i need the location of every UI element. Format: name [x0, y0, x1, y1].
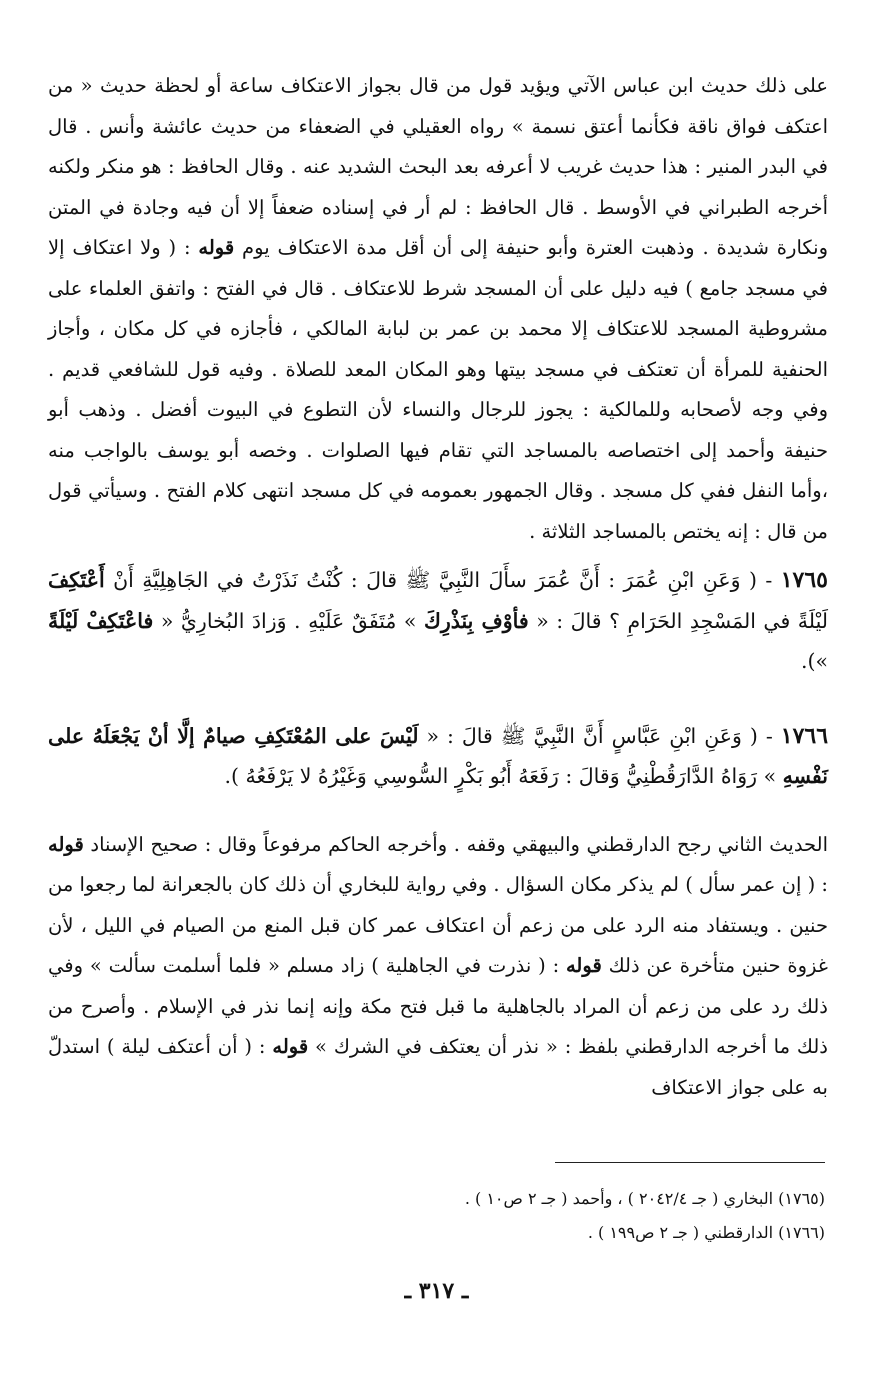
hadith-number: ١٧٦٥ [780, 567, 828, 593]
hadith-bold-text: لَيْسَ على المُعْتَكِفِ صيامٌ إلَّا أنْ يَجْعَلَهُ على نَفْسِهِ [48, 723, 828, 788]
footnotes [45, 1182, 825, 1250]
commentary-text: : ( إن عمر سأل ) لم يذكر مكان السؤال . وفي رواية للبخاري أن ذلك كان بالجعرانة لما رجعوا من حنين . ويستفاد منه الرد على من زعم أن اعتكاف عمر كان قبل المنع من الصيام في الليل ، لأن غزوة حنين متأخرة عن ذلك [48, 873, 828, 977]
hadith-text: - ( وَعَنِ ابْنِ عَبَّاسٍ أَنَّ النَّبِيَّ ﷺ قالَ : « [418, 723, 781, 748]
footnote-1765: (١٧٦٥) البخاري ( جـ ٢٠٤٢/٤ ) ، وأحمد ( جـ ٢ ص١٠ ) . [464, 1189, 825, 1208]
hadith-bold-text: فأوْفِ بِنَذْرِكَ [423, 608, 529, 633]
hadith-1766 [48, 716, 828, 797]
hadith-bold-text: فاعْتَكِفْ لَيْلَةً [48, 608, 154, 633]
hadith-text: - ( وَعَنِ ابْنِ عُمَرَ : أَنَّ عُمَرَ سأَلَ النَّبِيَّ ﷺ قالَ : كُنْتُ نَذَرْتُ في الجَاهِلِيَّةِ أَنْ [104, 568, 781, 592]
page-number: ـ ٣١٧ ـ [404, 1278, 469, 1304]
hadith-text: » رَوَاهُ الدَّارَقُطْنِيُّ وَقالَ : رَفَعَهُ أَبُو بَكْرٍ السُّوسِي وَغَيْرُهُ لا يَرْفَعُهُ ). [224, 764, 783, 788]
commentary-text: الحديث الثاني رجح الدارقطني والبيهقي وقفه . وأخرجه الحاكم مرفوعاً وقال : صحيح الإسناد [83, 832, 828, 856]
commentary-paragraph-2 [48, 825, 828, 1109]
commentary-text: : ( أن أعتكف ليلة ) استدلّ به على جواز الاعتكاف [48, 1035, 828, 1099]
hadith-bold-text: أَعْتَكِفَ [48, 568, 105, 592]
hadith-text: »). [800, 649, 828, 673]
hadith-text: لَيْلَةً في المَسْجِدِ الحَرَامِ ؟ قالَ : « [528, 608, 828, 633]
commentary-text: : ( نذرت في الجاهلية ) زاد مسلم « فلما أسلمت سألت » وفي ذلك رد على من زعم أن المراد بالجاهلية ما قبل فتح مكة وإنه إنما نذر في الإسلام . وأصرح من ذلك ما أخرجه الدارقطني بلفظ : « نذر أن يعتكف في الشرك » [48, 954, 828, 1058]
qawluh-keyword: قوله [272, 1035, 309, 1058]
hadith-text: » مُتَفَقٌ عَلَيْهِ . وَزادَ البُخارِيُّ « [153, 608, 424, 633]
hadith-1765 [48, 560, 828, 682]
footnote-1766: (١٧٦٦) الدارقطني ( جـ ٢ ص١٩٩ ) . [587, 1223, 825, 1242]
hadith-number: ١٧٦٦ [780, 722, 829, 749]
commentary-text: على ذلك حديث ابن عباس الآتي ويؤيد قول من قال بجواز الاعتكاف ساعة أو لحظة حديث « من اعتكف فواق ناقة فكأنما أعتق نسمة » رواه العقيلي في الضعفاء من حديث عائشة وأنس . قال في البدر المنير : هذا حديث غريب لا أعرفه بعد البحث الشديد عنه . وقال الحافظ : هو منكر ولكنه أخرجه الطبراني في الأوسط . قال الحافظ : لم أر في إسناده ضعفاً إلا أن فيه وجادة في المتن ونكارة شديدة . وذهبت العترة وأبو حنيفة إلى أن أقل مدة الاعتكاف يوم [48, 74, 828, 259]
qawluh-keyword: قوله [48, 832, 84, 856]
page-body [48, 66, 828, 1108]
qawluh-keyword: قوله [198, 236, 235, 259]
qawluh-keyword: قوله [565, 954, 602, 977]
footnote-separator [555, 1162, 825, 1163]
commentary-text: : ( ولا اعتكاف إلا في مسجد جامع ) فيه دليل على أن المسجد شرط للاعتكاف . قال في الفتح : واتفق العلماء على مشروطية المسجد للاعتكاف إلا محمد بن عمر بن لبابة المالكي ، فأجازه في كل مكان ، وأجاز الحنفية للمرأة أن تعتكف في مسجد بيتها وهو المكان المعد للصلاة . وفيه قول للشافعي قديم . وفي وجه لأصحابه وللمالكية : يجوز للرجال والنساء لأن التطوع في البيوت أفضل . وذهب أبو حنيفة وأحمد إلى اختصاصه بالمساجد التي تقام فيها الصلوات . وخصه أبو يوسف بالواجب منه ،وأما النفل ففي كل مسجد . وقال الجمهور بعمومه في كل مسجد انتهى كلام الفتح . وسيأتي قول من قال : إنه يختص بالمساجد الثلاثة . [48, 236, 828, 543]
commentary-paragraph-1 [48, 66, 828, 552]
